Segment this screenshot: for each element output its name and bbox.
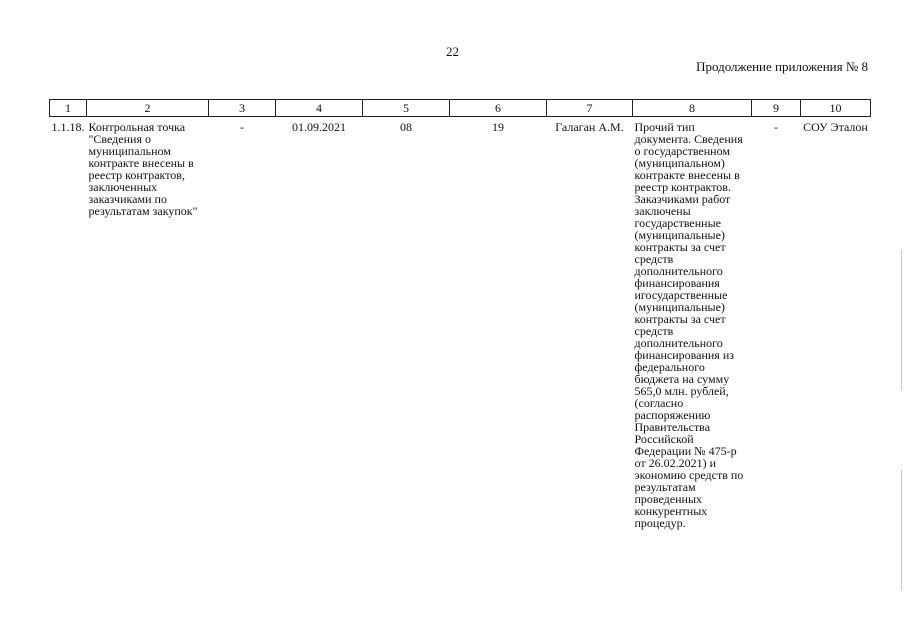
- header-col-3: 3: [209, 100, 276, 117]
- page-number: 22: [446, 44, 459, 59]
- col9-cell: -: [774, 120, 778, 134]
- appendix-continuation-note: Продолжение приложения № 8: [696, 59, 868, 74]
- scan-edge-mark: [901, 250, 902, 390]
- header-col-4: 4: [276, 100, 363, 117]
- description-cell: Прочий тип документа. Сведения о государственном (муниципальном) контракте внесены в реестр контрактов. Заказчиками работ заключены государственные (муниципальные) контракты за счет средств дополнительного финансирования игосударственные (муниципальные) контракты за счет средств дополнительного финансирования из федерального бюджета на сумму 565,0 млн. рублей, (согласно распоряжению Правительства Российской Федерации № 475-р от 26.02.2021) и экономию средств по результатам проведенных конкурентных процедур.: [634, 120, 744, 530]
- row-number-cell: 1.1.18.: [51, 120, 85, 134]
- responsible-person-cell: Галаган А.М.: [555, 120, 624, 134]
- header-col-8: 8: [633, 100, 752, 117]
- scan-edge-mark: [901, 470, 902, 590]
- control-point-name-cell: Контрольная точка "Сведения о муниципальном контракте внесены в реестр контрактов, заключенных заказчиками по результатам закупок": [88, 120, 198, 218]
- col3-cell: -: [240, 120, 244, 134]
- header-col-5: 5: [363, 100, 450, 117]
- header-col-1: 1: [50, 100, 87, 117]
- date-cell: 01.09.2021: [292, 120, 346, 134]
- header-col-10: 10: [801, 100, 871, 117]
- header-col-2: 2: [87, 100, 209, 117]
- col6-cell: 19: [492, 120, 504, 134]
- information-system-cell: СОУ Эталон: [803, 120, 868, 134]
- header-col-7: 7: [547, 100, 633, 117]
- table-row: [50, 117, 871, 530]
- plan-table: [49, 99, 871, 529]
- header-col-9: 9: [752, 100, 801, 117]
- header-col-6: 6: [450, 100, 547, 117]
- header-row: [50, 100, 871, 117]
- col5-cell: 08: [400, 120, 412, 134]
